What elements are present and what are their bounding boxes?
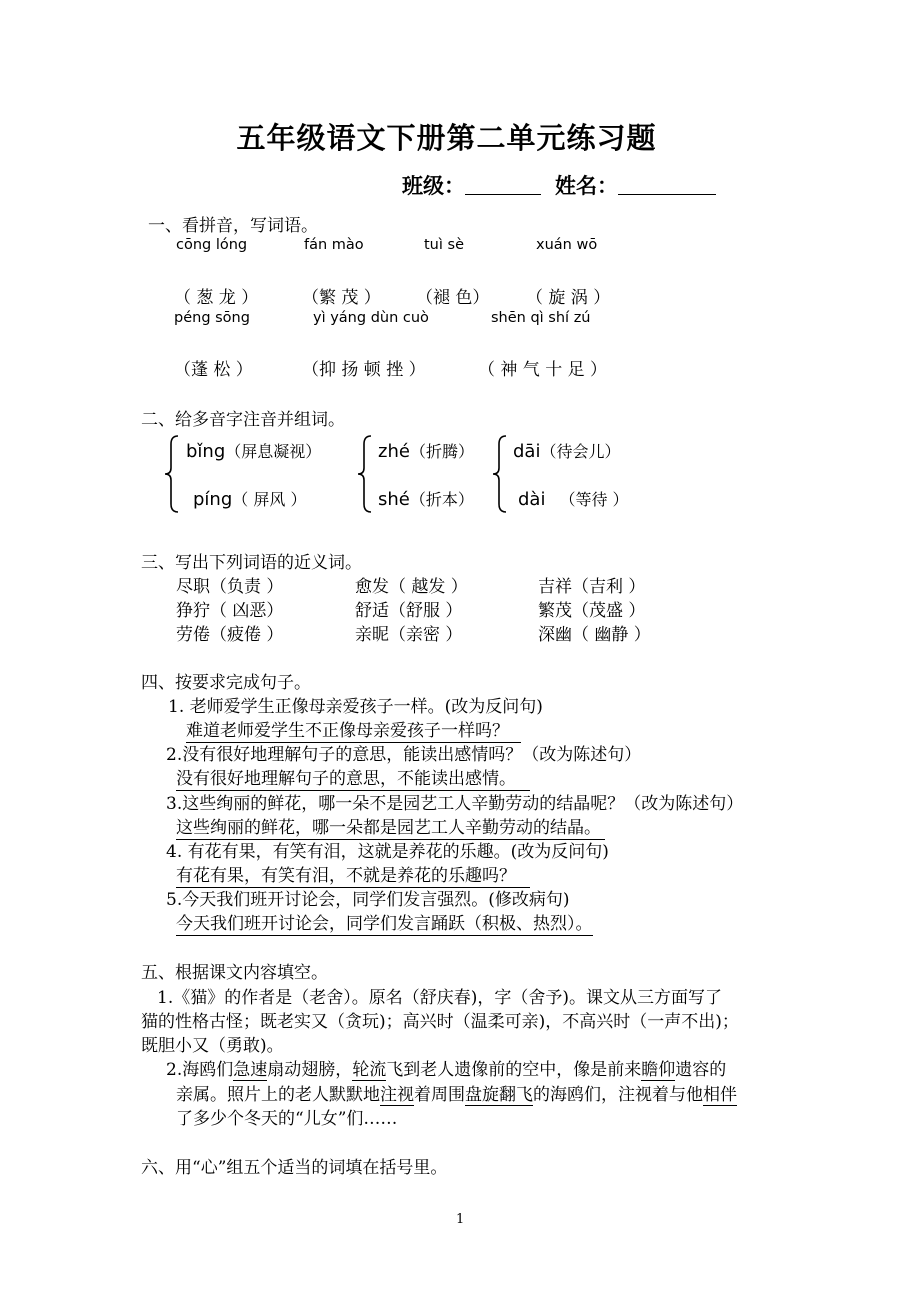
- sentence-1-answer: 难道老师爱学生不正像母亲爱孩子一样吗？: [186, 716, 521, 743]
- polyphone-1-top-pinyin: bǐng: [186, 441, 226, 462]
- polyphone-1-top-word: （屏息凝视）: [225, 442, 322, 461]
- synonym-5: 舒适（舒服 ）: [355, 601, 463, 621]
- fill-2-text: 遗容的: [675, 1060, 727, 1080]
- underlined-word: 轮流: [352, 1060, 387, 1080]
- pinyin-7: shēn qì shí zú: [491, 310, 591, 326]
- fill-1-line-1: 1.《猫》的作者是（老舍）。原名（舒庆春)，字（舍予)。课文从三方面写了: [157, 988, 722, 1008]
- section-6-heading: 六、用“心”组五个适当的词填在括号里。: [141, 1158, 448, 1178]
- polyphone-3-bottom-word: （等待 ）: [559, 490, 629, 509]
- name-blank[interactable]: [618, 174, 716, 195]
- sentence-5-question: 5.今天我们班开讨论会，同学们发言强烈。(修改病句): [166, 890, 570, 910]
- polyphone-3-top-pinyin: dāi: [513, 441, 541, 462]
- word-7: （ 神 气 十 足 ）: [478, 360, 608, 380]
- fill-2-text: 着周围: [414, 1085, 465, 1105]
- word-5: （蓬 松 ）: [174, 360, 253, 380]
- fill-2-text: 飞到老人遗像前的空中，像是前来: [386, 1060, 642, 1080]
- pinyin-5: péng sōng: [174, 310, 250, 326]
- sentence-2-question: 2.没有很好地理解句子的意思，能读出感情吗？（改为陈述句）: [166, 745, 642, 765]
- polyphone-1-bottom: [193, 487, 306, 510]
- underlined-word: 注视: [380, 1085, 414, 1105]
- section-2-heading: 二、给多音字注音并组词。: [141, 410, 345, 430]
- polyphone-2-top-pinyin: zhé: [378, 441, 410, 462]
- synonym-4: 狰狞（ 凶恶）: [176, 601, 284, 621]
- fill-2-text: 的海鸥们，注视着与他: [533, 1085, 703, 1105]
- synonym-7: 劳倦（疲倦 ）: [176, 625, 284, 645]
- class-blank[interactable]: [465, 174, 541, 195]
- polyphone-3-top-word: （待会儿）: [540, 442, 621, 461]
- class-label: 班级：: [402, 173, 465, 198]
- polyphone-2-bottom-word: （折本）: [409, 490, 474, 509]
- fill-2-text: 亲属。照片上的老人默默地: [176, 1085, 380, 1105]
- name-field[interactable]: [555, 170, 716, 200]
- fill-1-line-3: 既胆小又（勇敢)。: [141, 1036, 284, 1056]
- sentence-4-answer: 有花有果，有笑有泪，不就是养花的乐趣吗？: [176, 861, 530, 888]
- sentence-4-question: 4. 有花有果，有笑有泪，这就是养花的乐趣。(改为反问句): [166, 842, 609, 862]
- section-1-heading: 一、看拼音，写词语。: [148, 216, 318, 236]
- fill-2-line-3: 了多少个冬天的“儿女”们……: [176, 1109, 398, 1129]
- synonym-8: 亲昵（亲密 ）: [355, 625, 463, 645]
- page-number: 1: [456, 1212, 465, 1227]
- name-label: 姓名：: [555, 173, 618, 198]
- underlined-word: 相伴: [703, 1085, 737, 1105]
- brace-3: [490, 434, 512, 514]
- pinyin-6: yì yáng dùn cuò: [313, 310, 429, 326]
- section-3-heading: 三、写出下列词语的近义词。: [141, 553, 362, 573]
- sentence-3-question: 3.这些绚丽的鲜花，哪一朵不是园艺工人辛勤劳动的结晶呢？（改为陈述句）: [166, 794, 744, 814]
- fill-2-line-1: [166, 1055, 726, 1080]
- synonym-9: 深幽（ 幽静 ）: [538, 625, 651, 645]
- pinyin-2: fán mào: [304, 237, 364, 253]
- synonym-6: 繁茂（茂盛 ）: [538, 601, 646, 621]
- word-1: （ 葱 龙 ）: [174, 288, 259, 308]
- polyphone-2-top: [378, 439, 474, 462]
- synonym-1: 尽职（负责 ）: [176, 577, 284, 597]
- synonym-2: 愈发（ 越发 ）: [355, 577, 468, 597]
- polyphone-1-bottom-word: （ 屏风 ）: [232, 490, 307, 509]
- fill-2-line-2: [176, 1080, 737, 1105]
- underlined-word: 盘旋翻飞: [465, 1085, 533, 1105]
- polyphone-1-bottom-pinyin: píng: [193, 489, 233, 510]
- pinyin-4: xuán wō: [536, 237, 598, 253]
- polyphone-3-top: [513, 439, 620, 462]
- brace-1: [162, 434, 184, 514]
- fill-2-text: 2.海鸥们: [166, 1060, 234, 1080]
- polyphone-2-top-word: （折腾）: [409, 442, 474, 461]
- fill-1-line-2: 猫的性格古怪；既老实又（贪玩)；高兴时（温柔可亲)，不高兴时（一声不出)；: [141, 1012, 739, 1032]
- class-field[interactable]: [402, 170, 541, 200]
- pinyin-3: tuì sè: [424, 237, 464, 253]
- section-4-heading: 四、按要求完成句子。: [141, 673, 311, 693]
- underlined-word: 瞻仰: [641, 1060, 676, 1080]
- polyphone-2-bottom: [378, 487, 474, 510]
- underlined-word: 急速: [233, 1060, 268, 1080]
- word-3: （褪 色）: [416, 288, 490, 308]
- sentence-2-answer: 没有很好地理解句子的意思，不能读出感情。: [176, 764, 530, 791]
- word-6: （抑 扬 顿 挫 ）: [302, 360, 426, 380]
- brace-2: [355, 434, 377, 514]
- section-5-heading: 五、根据课文内容填空。: [141, 963, 328, 983]
- sentence-5-answer: 今天我们班开讨论会，同学们发言踊跃（积极、热烈）。: [176, 909, 593, 936]
- sentence-3-answer: 这些绚丽的鲜花，哪一朵都是园艺工人辛勤劳动的结晶。: [176, 813, 605, 840]
- sentence-1-question: 1. 老师爱学生正像母亲爱孩子一样。(改为反问句): [168, 697, 543, 717]
- fill-2-text: 扇动翅膀，: [267, 1060, 353, 1080]
- pinyin-1: cōng lóng: [176, 237, 248, 253]
- polyphone-3-bottom: [518, 487, 629, 510]
- word-2: （繁 茂 ）: [302, 288, 381, 308]
- page-title: 五年级语文下册第二单元练习题: [236, 121, 657, 155]
- polyphone-2-bottom-pinyin: shé: [378, 489, 410, 510]
- synonym-3: 吉祥（吉利 ）: [538, 577, 646, 597]
- word-4: （ 旋 涡 ）: [526, 288, 611, 308]
- polyphone-1-top: [186, 439, 321, 462]
- polyphone-3-bottom-pinyin: dài: [518, 489, 546, 510]
